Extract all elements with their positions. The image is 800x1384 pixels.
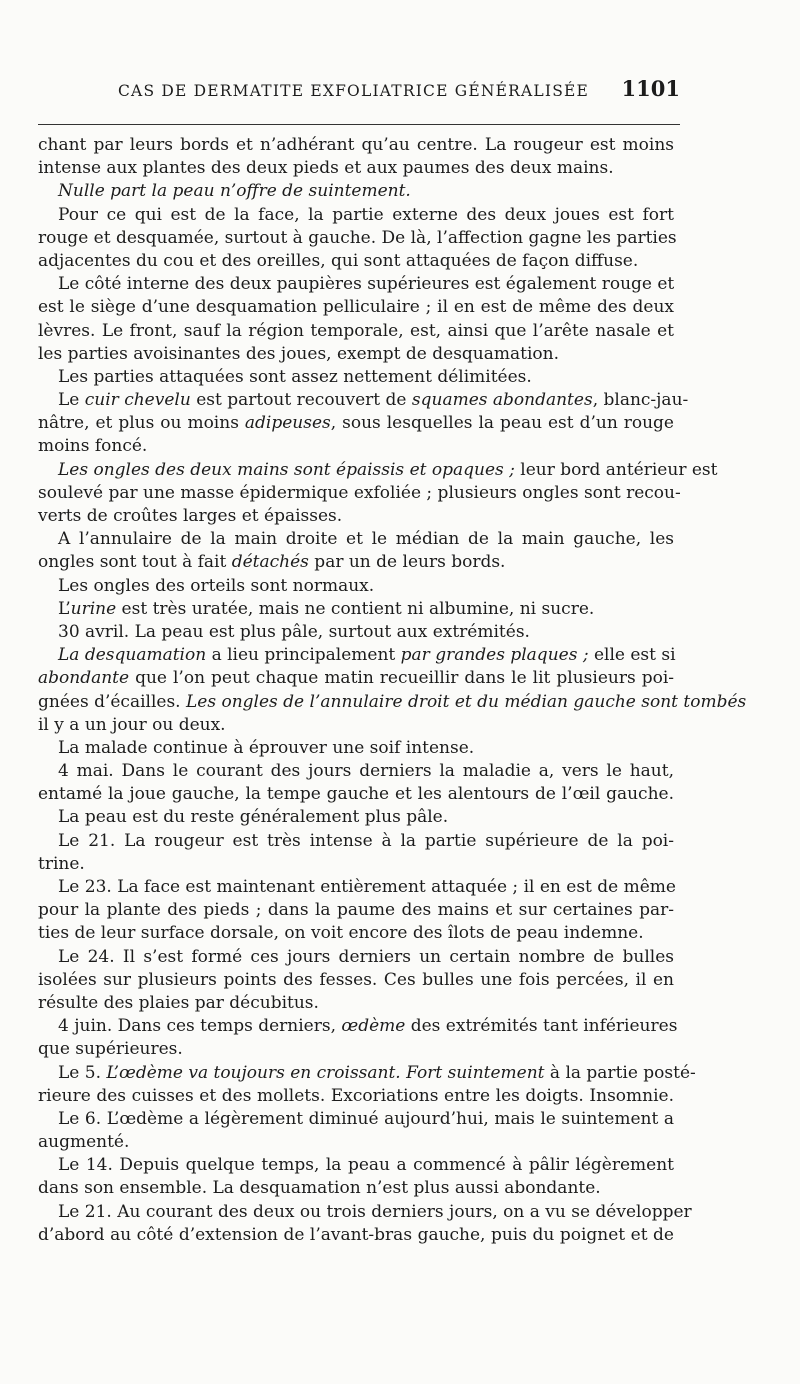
italic-segment: Les ongles des deux mains sont épaissis et opaques ; [58,459,515,480]
text-segment: il y a un jour ou deux. [38,714,226,735]
text-line [38,1015,678,1038]
text-line [38,969,674,992]
text-segment: ties de leur surface dorsale, on voit encore des îlots de peau indemne. [38,923,644,944]
text-segment: par un de leurs bords. [308,552,506,573]
text-segment: verts de croûtes larges et épaisses. [38,506,343,526]
text-line [38,204,674,227]
text-line [38,598,674,621]
text-segment: rieure des cuisses et des mollets. Excoriations entre les doigts. Insomnie. [38,1085,674,1106]
italic-segment: L’œdème va toujours en croissant. Fort suintement [106,1062,545,1083]
text-line [38,505,674,528]
text-segment: les parties avoisinantes des joues, exempt de desquamation. [38,343,560,364]
text-segment: Le côté interne des deux paupières supérieures est également rouge et [58,274,675,295]
page-header [38,76,680,106]
text-segment: Le 23. La face est maintenant entièrement attaquée ; il en est de même [58,877,676,897]
text-line [38,343,674,366]
text-segment: ongles sont tout à fait [38,552,232,573]
italic-segment: Les ongles de l’annulaire droit et du médian gauche sont tombés [186,691,747,712]
italic-segment: La desquamation [58,645,207,666]
text-segment: résulte des plaies par décubitus. [38,992,319,1013]
text-line [38,273,674,296]
text-segment: que l’on peut chaque matin recueillir dans le lit plusieurs poi- [129,668,674,689]
text-line [38,1108,674,1131]
text-segment: dans son ensemble. La desquamation n’est plus aussi abondante. [38,1178,601,1199]
page-number: 1101 [621,76,680,101]
text-segment: rouge et desquamée, surtout à gauche. De là, l’affection gagne les parties [38,227,677,248]
text-segment: moins foncé. [38,436,148,457]
text-segment: Le 6. L’œdème a légèrement diminué aujourd’hui, mais le suintement a [58,1108,674,1129]
text-segment: est partout recouvert de [190,390,412,411]
text-line [38,551,674,574]
text-line [38,992,674,1015]
text-segment: Le 14. Depuis quelque temps, la peau a commencé à pâlir légèrement [58,1155,674,1176]
text-segment: L’ [58,598,71,619]
text-line [38,667,674,690]
text-segment: 30 avril. La peau est plus pâle, surtout aux extrémités. [58,621,530,642]
text-segment: A l’annulaire de la main droite et le médian de la main gauche, les [58,529,674,550]
text-segment: des extrémités tant inférieures [405,1016,678,1037]
text-line [38,366,674,389]
text-line [38,760,674,783]
text-line [38,922,674,945]
text-line [38,412,674,435]
text-line [38,180,674,203]
text-line [38,1062,696,1085]
text-line [38,435,674,458]
text-segment: La peau est du reste généralement plus pâle. [58,807,449,828]
text-segment: Les parties attaquées sont assez nettement délimitées. [58,366,532,387]
italic-segment: urine [70,598,117,619]
text-segment: chant par leurs bords et n’adhérant qu’au centre. La rougeur est moins [38,135,674,155]
text-segment: Le 21. La rougeur est très intense à la partie supérieure de la poi- [58,830,674,851]
text-line [38,1038,674,1061]
text-segment: augmenté. [38,1132,130,1153]
text-line [38,1224,674,1247]
text-line [38,320,674,343]
text-segment: 4 mai. Dans le courant des jours derniers la maladie a, vers le haut, [58,761,674,782]
text-line [38,691,747,714]
text-line [38,157,674,180]
text-segment: Le [58,390,85,411]
text-line [38,482,681,505]
text-line [38,830,674,853]
text-line [38,575,674,598]
text-segment: entamé la joue gauche, la tempe gauche et les alentours de l’œil gauche. [38,784,674,805]
text-line [38,1201,692,1224]
text-segment: soulevé par une masse épidermique exfoliée ; plusieurs ongles sont recou- [38,482,681,503]
text-line [38,899,674,922]
italic-segment: par grandes plaques ; [400,645,589,666]
text-segment: Le 5. [58,1062,107,1083]
italic-segment: squames abondantes [411,390,593,411]
text-line [38,644,674,667]
text-line [38,250,674,273]
text-segment: La malade continue à éprouver une soif intense. [58,737,475,758]
text-line [38,1154,674,1177]
italic-segment: détachés [231,552,309,573]
text-segment: à la partie posté- [544,1062,696,1083]
text-line [38,621,674,644]
text-line [38,737,674,760]
text-segment: pour la plante des pieds ; dans la paume des mains et sur certaines par- [38,900,674,921]
text-line [38,946,674,969]
text-segment: 4 juin. Dans ces temps derniers, [58,1016,342,1037]
text-segment: lèvres. Le front, sauf la région temporale, est, ainsi que l’arête nasale et [38,320,674,341]
text-segment: nâtre, et plus ou moins [38,413,245,434]
text-segment: Le 24. Il s’est formé ces jours derniers un certain nombre de bulles [58,946,674,967]
text-segment: adjacentes du cou et des oreilles, qui sont attaquées de façon diffuse. [38,250,639,271]
italic-segment: abondante [38,668,130,689]
text-segment: est le siège d’une desquamation pelliculaire ; il en est de même des deux [38,297,674,318]
text-line [38,853,674,876]
text-segment: Le 21. Au courant des deux ou trois derniers jours, on a vu se développer [58,1201,692,1222]
text-segment: Pour ce qui est de la face, la partie externe des deux joues est fort [58,204,674,225]
body-text [38,134,747,1247]
text-line [38,1177,674,1200]
text-segment: , blanc-jau- [592,390,689,411]
text-segment: , sous lesquelles la peau est d’un rouge [330,413,674,434]
text-segment: leur bord antérieur est [514,459,718,480]
text-line [38,134,674,157]
text-line [38,296,674,319]
text-segment: elle est si [588,645,676,666]
text-segment: d’abord au côté d’extension de l’avant-bras gauche, puis du poignet et de [38,1224,674,1245]
text-line [38,876,674,899]
running-title: CAS DE DERMATITE EXFOLIATRICE GÉNÉRALISÉE [118,82,590,100]
italic-segment: adipeuses [244,413,331,434]
text-line [38,806,674,829]
text-line [38,227,677,250]
text-line [38,1131,674,1154]
text-line [38,783,674,806]
text-segment: gnées d’écailles. [38,691,186,712]
italic-segment: œdème [341,1016,406,1037]
text-line [38,459,718,482]
text-line [38,1085,674,1108]
header-rule [38,124,680,125]
text-segment: est très uratée, mais ne contient ni albumine, ni sucre. [116,598,595,619]
text-segment: que supérieures. [38,1039,183,1060]
text-segment: Les ongles des orteils sont normaux. [58,575,375,596]
text-line [38,528,674,551]
italic-segment: cuir chevelu [84,390,191,411]
text-segment: intense aux plantes des deux pieds et aux paumes des deux mains. [38,158,614,179]
text-line [38,714,674,737]
italic-segment: Nulle part la peau n’offre de suintement. [58,181,411,202]
text-segment: isolées sur plusieurs points des fesses. Ces bulles une fois percées, il en [38,969,674,990]
text-line [38,389,689,412]
text-segment: a lieu principalement [206,645,401,666]
text-segment: trine. [38,853,85,874]
